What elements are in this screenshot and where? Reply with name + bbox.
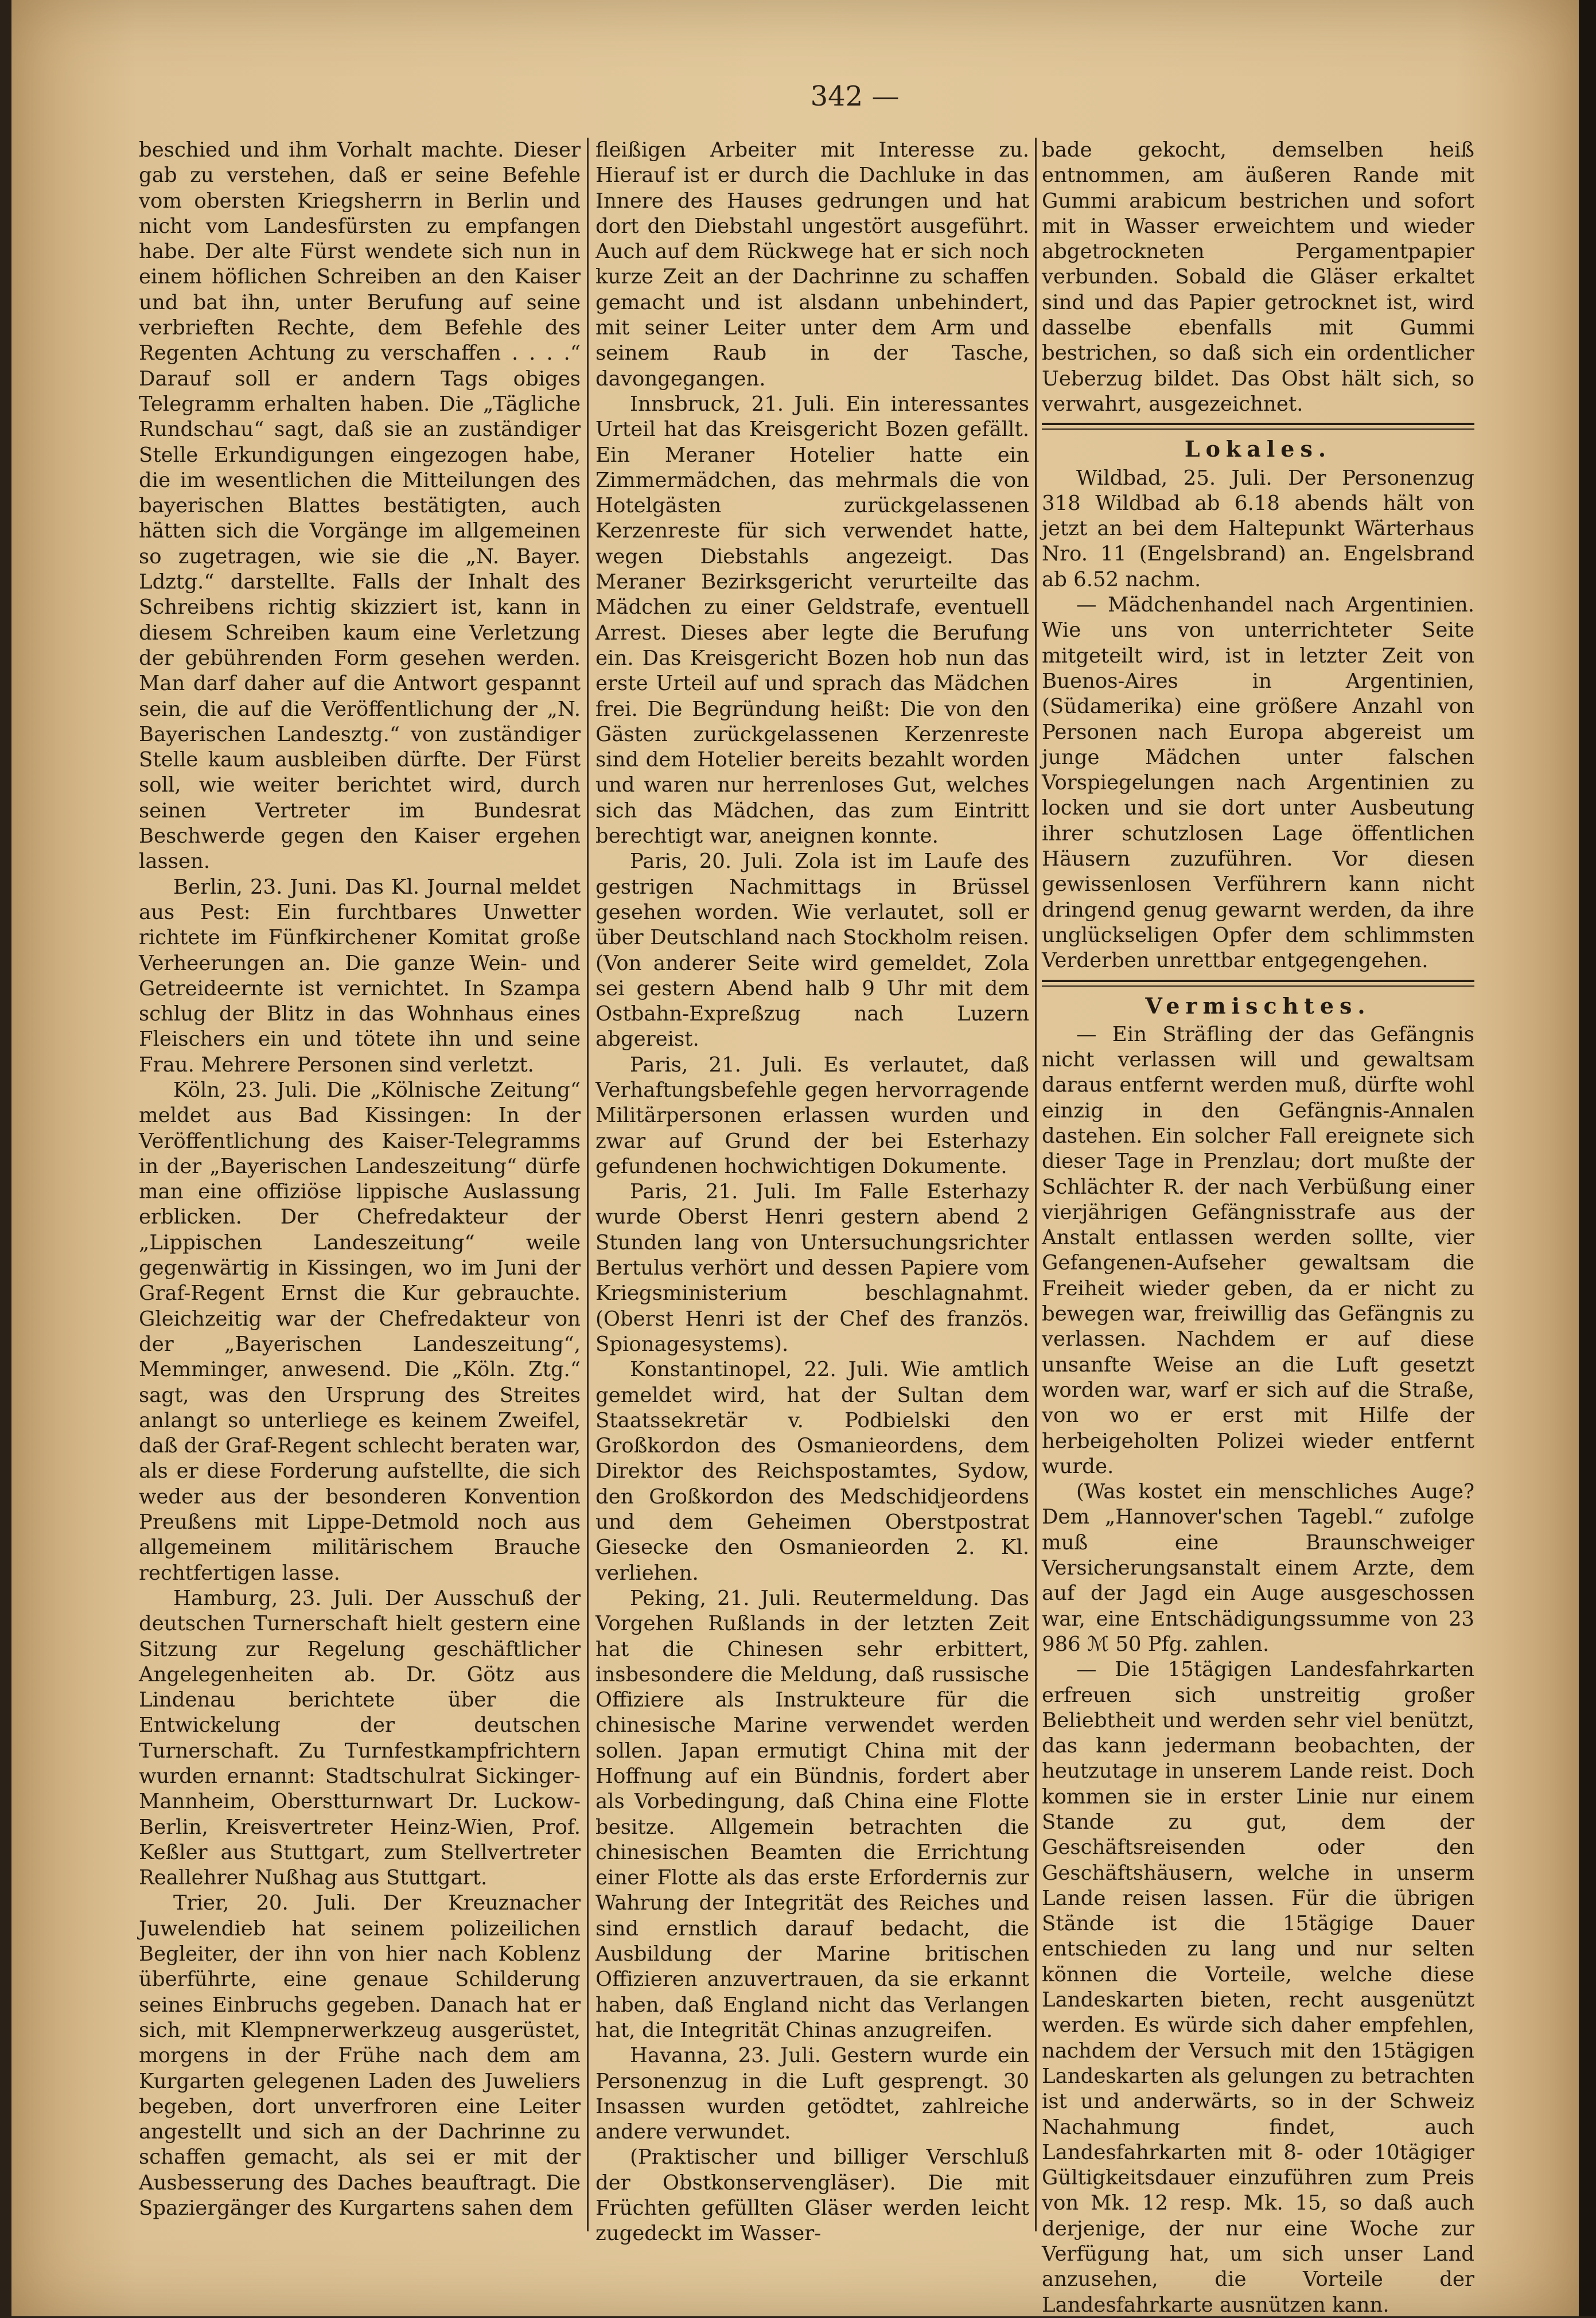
section-rule (1042, 980, 1474, 987)
article-paragraph: Berlin, 23. Juni. Das Kl. Journal meldet aus Pest: Ein furchtbares Unwetter richtete im Fünfkirchener Komitat große Verheerungen an. Die ganze Wein- und Getreideernte ist vernichtet. In Szampa schlug der Blitz in das Wohnhaus eines Fleischers ein und tötete ihn und seine Frau. Mehrere Personen sind verletzt. (139, 875, 581, 1077)
article-paragraph: fleißigen Arbeiter mit Interesse zu. Hierauf ist er durch die Dachluke in das Innere des Hauses gedrungen und hat dort den Diebstahl ungestört ausgeführt. Auch auf dem Rückwege hat er sich noch kurze Zeit an der Dachrinne zu schaffen gemacht und ist alsdann unbehindert, mit seiner Leiter unter dem Arm und seinem Raub in der Tasche, davongegangen. (595, 138, 1029, 391)
article-paragraph: — Mädchenhandel nach Argentinien. Wie uns von unterrichteter Seite mitgeteilt wird, ist in letzter Zeit von Buenos-Aires in Argentinien, (Südamerika) eine größere Anzahl von Personen nach Europa abgereist um junge Mädchen unter falschen Vorspiegelungen nach Argentinien zu locken und sie dort unter Ausbeutung ihrer schutzlosen Lage öffentlichen Häusern zuzuführen. Vor diesen gewissenlosen Verführern kann nicht dringend genug gewarnt werden, da ihre unglückseligen Opfer dem schlimmsten Verderben unrettbar entgegengehen. (1042, 593, 1474, 973)
article-paragraph: beschied und ihm Vorhalt machte. Dieser gab zu verstehen, daß er seine Befehle vom obersten Kriegsherrn in Berlin und nicht vom Landesfürsten zu empfangen habe. Der alte Fürst wendete sich nun in einem höflichen Schreiben an den Kaiser und bat ihn, unter Berufung auf seine verbrieften Rechte, dem Befehle des Regenten Achtung zu verschaffen . . . .“ Darauf soll er andern Tags obiges Telegramm erhalten haben. Die „Tägliche Rundschau“ sagt, daß sie an zuständiger Stelle Erkundigungen eingezogen habe, die im wesentlichen die Mitteilungen des bayerischen Blattes bestätigten, auch hätten sich die Vorgänge im allgemeinen so zugetragen, wie sie die „N. Bayer. Ldztg.“ darstellte. Falls der Inhalt des Schreibens richtig skizziert ist, kann in diesem Schreiben kaum eine Verletzung der gebührenden Form gesehen werden. Man darf daher auf die Antwort gespannt sein, die auf die Veröffentlichung der „N. Bayerischen Landesztg.“ von zuständiger Stelle kaum ausbleiben dürfte. Der Fürst soll, wie weiter berichtet wird, durch seinen Vertreter im Bundesrat Beschwerde gegen den Kaiser ergehen lassen. (139, 138, 581, 874)
page-edge (1579, 0, 1596, 2316)
article-paragraph: Peking, 21. Juli. Reutermeldung. Das Vorgehen Rußlands in der letzten Zeit hat die Chinesen sehr erbittert, insbesondere die Meldung, daß russische Offiziere als Instrukteure für die chinesische Marine verwendet werden sollen. Japan ermutigt China mit der Hoffnung auf ein Bündnis, fordert aber als Vorbedingung, daß China eine Flotte besitze. Allgemein betrachten die chinesischen Beamten die Errichtung einer Flotte als das erste Erfordernis zur Wahrung der Integrität des Reiches und sind ernstlich darauf bedacht, die Ausbildung der Marine britischen Offizieren anzuvertrauen, da sie erkannt haben, daß England nicht das Verlangen hat, die Integrität Chinas anzugreifen. (595, 1586, 1029, 2042)
article-paragraph: Hamburg, 23. Juli. Der Ausschuß der deutschen Turnerschaft hielt gestern eine Sitzung zur Regelung geschäftlicher Angelegenheiten ab. Dr. Götz aus Lindenau berichtete über die Entwickelung der deutschen Turnerschaft. Zu Turnfestkampfrichtern wurden ernannt: Stadtschulrat Sickinger-Mannheim, Oberstturnwart Dr. Luckow-Berlin, Kreisvertreter Heinz-Wien, Prof. Keßler aus Stuttgart, zum Stellvertreter Reallehrer Nußhag aus Stuttgart. (139, 1586, 581, 1890)
article-paragraph: — Die 15tägigen Landesfahrkarten erfreuen sich unstreitig großer Beliebtheit und werden sehr viel benützt, das kann jedermann beobachten, der heutzutage in unserem Lande reist. Doch kommen sie in erster Linie nur einem Stande zu gut, dem der Geschäftsreisenden oder den Geschäftshäusern, welche in unserm Lande reisen lassen. Für die übrigen Stände ist die 15tägige Dauer entschieden zu lang und nur selten können die Vorteile, welche diese Landeskarten bieten, recht ausgenützt werden. Es würde sich daher empfehlen, nachdem der Versuch mit den 15tägigen Landeskarten als gelungen zu betrachten ist und anderwärts, so in der Schweiz Nachahmung findet, auch Landesfahrkarten mit 8- oder 10tägiger Gültigkeitsdauer einzuführen zum Preis von Mk. 12 resp. Mk. 15, so daß auch derjenige, der nur eine Woche zur Verfügung hat, um sich unser Land anzusehen, die Vorteile der Landesfahrkarte ausnützen kann. (1042, 1658, 1474, 2317)
article-paragraph: (Praktischer und billiger Verschluß der Obstkonservengläser). Die mit Früchten gefüllten Gläser werden leicht zugedeckt im Wasser- (595, 2145, 1029, 2246)
column-3 (1042, 138, 1474, 2317)
article-paragraph: Paris, 21. Juli. Es verlautet, daß Verhaftungsbefehle gegen hervorragende Militärpersonen erlassen wurden und zwar auf Grund der bei Esterhazy gefundenen hochwichtigen Dokumente. (595, 1053, 1029, 1178)
section-rule (1042, 423, 1474, 430)
article-paragraph: Paris, 21. Juli. Im Falle Esterhazy wurde Oberst Henri gestern abend 2 Stunden lang von Untersuchungsrichter Bertulus verhört und dessen Papiere vom Kriegsministerium beschlagnahmt. (Oberst Henri ist der Chef des französ. Spionagesystems). (595, 1180, 1029, 1356)
heading-lokales: Lokales. (1184, 436, 1332, 462)
heading-vermischtes: Vermischtes. (1145, 992, 1371, 1019)
column-divider (1035, 138, 1037, 2231)
article-paragraph: Paris, 20. Juli. Zola ist im Laufe des gestrigen Nachmittags in Brüssel gesehen worden. Wie verlautet, soll er über Deutschland nach Stockholm reisen. (Von anderer Seite wird gemeldet, Zola sei gestern Abend halb 9 Uhr mit dem Ostbahn-Expreßzug nach Luzern abgereist. (595, 850, 1029, 1051)
column-1 (139, 138, 581, 2237)
article-paragraph: Trier, 20. Juli. Der Kreuznacher Juwelendieb hat seinem polizeilichen Begleiter, der ihn von hier nach Koblenz überführte, eine genaue Schilderung seines Einbruchs gegeben. Danach hat er sich, mit Klempnerwerkzeug ausgerüstet, morgens in der Frühe nach dem am Kurgarten gelegenen Laden des Juweliers begeben, dort unverfroren eine Leiter angestellt und sich an der Dachrinne zu schaffen gemacht, als sei er mit der Ausbesserung des Daches beauftragt. Die Spaziergänger des Kurgartens sahen dem (139, 1891, 581, 2220)
column-2 (595, 138, 1029, 2246)
article-paragraph: (Was kostet ein menschliches Auge? Dem „Hannover'schen Tagebl.“ zufolge muß eine Braunschweiger Versicherungsanstalt einem Arzte, dem auf der Jagd ein Auge ausgeschossen war, eine Entschädigungssumme von 23 986 ℳ 50 Pfg. zahlen. (1042, 1480, 1474, 1656)
article-paragraph: Köln, 23. Juli. Die „Kölnische Zeitung“ meldet aus Bad Kissingen: In der Veröffentlichung des Kaiser-Telegramms in der „Bayerischen Landeszeitung“ dürfe man eine offiziöse lippische Auslassung erblicken. Der Chefredakteur der „Lippischen Landeszeitung“ weile gegenwärtig in Kissingen, wo im Juni der Graf-Regent Ernst die Kur gebrauchte. Gleichzeitig war der Chefredakteur von der „Bayerischen Landeszeitung“, Memminger, anwesend. Die „Köln. Ztg.“ sagt, was den Ursprung des Streites anlangt so unterliege es keinem Zweifel, daß der Graf-Regent schlecht beraten war, als er diese Forderung aufstellte, die sich weder aus der besonderen Konvention Preußens mit Lippe-Detmold noch aus allgemeinem militärischem Brauche rechtfertigen lasse. (139, 1078, 581, 1585)
article-paragraph: Havanna, 23. Juli. Gestern wurde ein Personenzug in die Luft gesprengt. 30 Insassen wurden getödtet, zahlreiche andere verwundet. (595, 2044, 1029, 2144)
column-3-top-text (1042, 138, 1474, 417)
vermischtes-section (1042, 1022, 1474, 2318)
article-paragraph: — Ein Sträfling der das Gefängnis nicht verlassen will und gewaltsam daraus entfernt werden muß, dürfte wohl einzig in den Gefängnis-Annalen dastehen. Ein solcher Fall ereignete sich dieser Tage in Prenzlau; dort mußte der Schlächter R. der nach Verbüßung einer vierjährigen Gefängnisstrafe aus der Anstalt entlassen werden sollte, vier Gefangenen-Aufseher gewaltsam die Freiheit wieder geben, da er nicht zu bewegen war, freiwillig das Gefängnis zu verlassen. Nachdem er auf diese unsanfte Weise an die Luft gesetzt worden war, warf er sich auf die Straße, von wo er erst mit Hilfe der herbeigeholten Polizei wieder entfernt wurde. (1042, 1022, 1474, 1478)
article-paragraph: Innsbruck, 21. Juli. Ein interessantes Urteil hat das Kreisgericht Bozen gefällt. Ein Meraner Hotelier hatte ein Zimmermädchen, das mehrmals die von Hotelgästen zurückgelassenen Kerzenreste für sich verwendet hatte, wegen Diebstahls angezeigt. Das Meraner Bezirksgericht verurteilte das Mädchen zu einer Geldstrafe, eventuell Arrest. Dieses aber legte die Berufung ein. Das Kreisgericht Bozen hob nun das erste Urteil auf und sprach das Mädchen frei. Die Begründung heißt: Die von den Gästen zurückgelassenen Kerzenreste sind dem Hotelier bereits bezahlt worden und waren nur herrenloses Gut, welches sich das Mädchen, das zum Eintritt berechtigt war, aneignen konnte. (595, 392, 1029, 848)
article-paragraph: bade gekocht, demselben heiß entnommen, am äußeren Rande mit Gummi arabicum bestrichen und sofort mit in Wasser erweichtem und wieder abgetrockneten Pergamentpapier verbunden. Sobald die Gläser erkaltet sind und das Papier getrocknet ist, wird dasselbe ebenfalls mit Gummi bestrichen, so daß sich ein ordentlicher Ueberzug bildet. Das Obst hält sich, so verwahrt, ausgezeichnet. (1042, 138, 1474, 416)
article-paragraph: Wildbad, 25. Juli. Der Personenzug 318 Wildbad ab 6.18 abends hält von jetzt an bei dem Haltepunkt Wärterhaus Nro. 11 (Engelsbrand) an. Engelsbrand ab 6.52 nachm. (1042, 466, 1474, 591)
newspaper-page (11, 0, 1581, 2316)
page-number: 342 — (810, 80, 900, 112)
article-paragraph: Konstantinopel, 22. Juli. Wie amtlich gemeldet wird, hat der Sultan dem Staatssekretär v. Podbielski den Großkordon des Osmanieordens, dem Direktor des Reichspostamtes, Sydow, den Großkordon des Medschidjeordens und dem Geheimen Oberstpostrat Giesecke den Osmanieorden 2. Kl. verliehen. (595, 1358, 1029, 1585)
column-divider (587, 138, 589, 2231)
lokales-section (1042, 466, 1474, 974)
